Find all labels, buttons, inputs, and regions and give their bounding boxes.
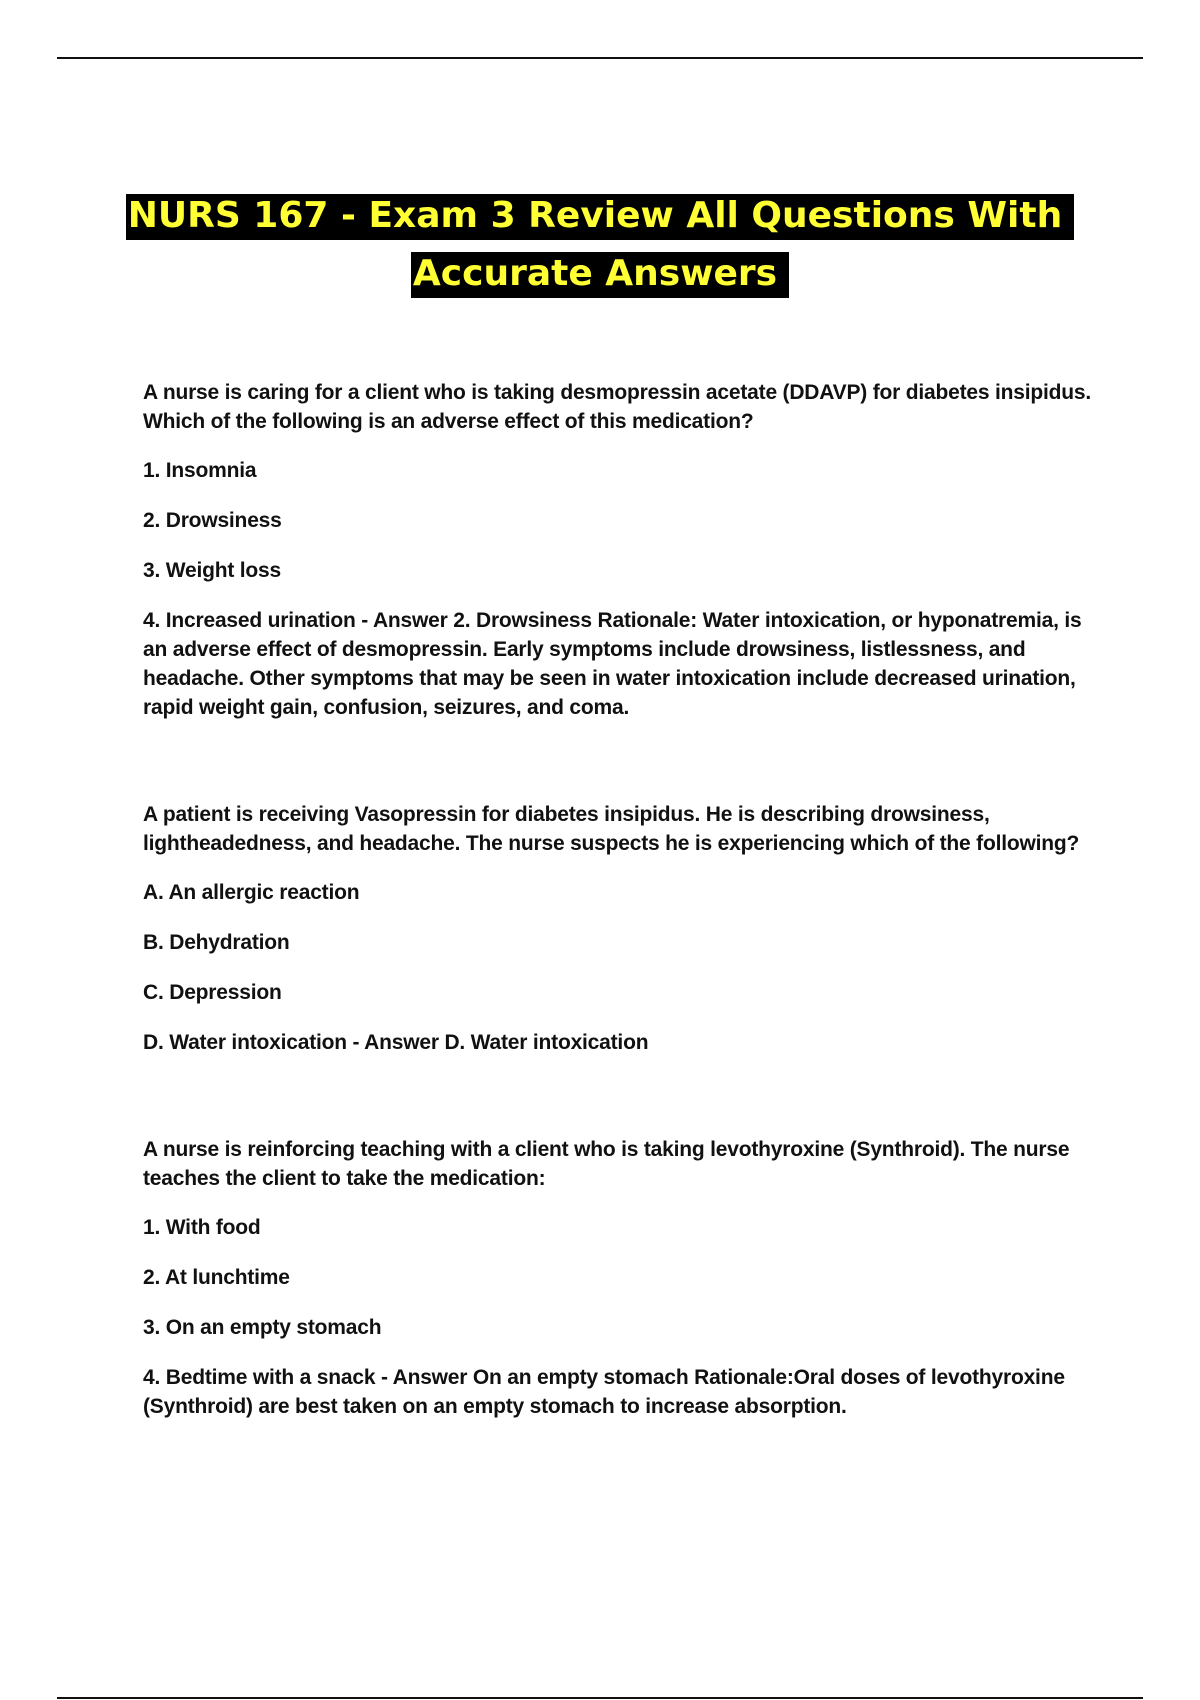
answer-option: B. Dehydration [143,931,290,954]
title-line-1: NURS 167 - Exam 3 Review All Questions With [126,194,1075,240]
question-text: A nurse is caring for a client who is taking desmopressin acetate (DDAVP) for diabetes insipidus. Which of the following is an adverse effect of this medication? [143,381,1091,433]
answer-option: 1. With food [143,1216,261,1239]
question-block-1 [143,378,1093,722]
question-block-3 [143,1135,1093,1421]
top-rule [57,57,1143,59]
answer-option: C. Depression [143,981,282,1004]
answer-option-with-rationale: 4. Bedtime with a snack - Answer On an empty stomach Rationale:Oral doses of levothyroxine (Synthroid) are best taken on an empty stomach to increase absorption. [143,1366,1065,1418]
answer-option-with-answer: D. Water intoxication - Answer D. Water intoxication [143,1031,649,1054]
answer-option: 3. Weight loss [143,559,282,582]
answer-option-with-rationale: 4. Increased urination - Answer 2. Drowsiness Rationale: Water intoxication, or hyponatremia, is an adverse effect of desmopressin. Early symptoms include drowsiness, listlessness, and headache. Other symptoms that may be seen in water intoxication include decreased urination, rapid weight gain, confusion, seizures, and coma. [143,609,1082,719]
document-body [143,378,1093,1421]
answer-option: A. An allergic reaction [143,881,360,904]
answer-option: 1. Insomnia [143,459,257,482]
question-text: A nurse is reinforcing teaching with a client who is taking levothyroxine (Synthroid). The nurse teaches the client to take the medication: [143,1138,1070,1190]
bottom-rule [57,1697,1143,1699]
question-block-2 [143,800,1093,1057]
answer-option: 2. Drowsiness [143,509,282,532]
document-title [0,194,1200,298]
title-line-2: Accurate Answers [411,252,789,298]
question-text: A patient is receiving Vasopressin for diabetes insipidus. He is describing drowsiness, lightheadedness, and headache. The nurse suspects he is experiencing which of the following? [143,803,1080,855]
answer-option: 2. At lunchtime [143,1266,290,1289]
answer-option: 3. On an empty stomach [143,1316,382,1339]
